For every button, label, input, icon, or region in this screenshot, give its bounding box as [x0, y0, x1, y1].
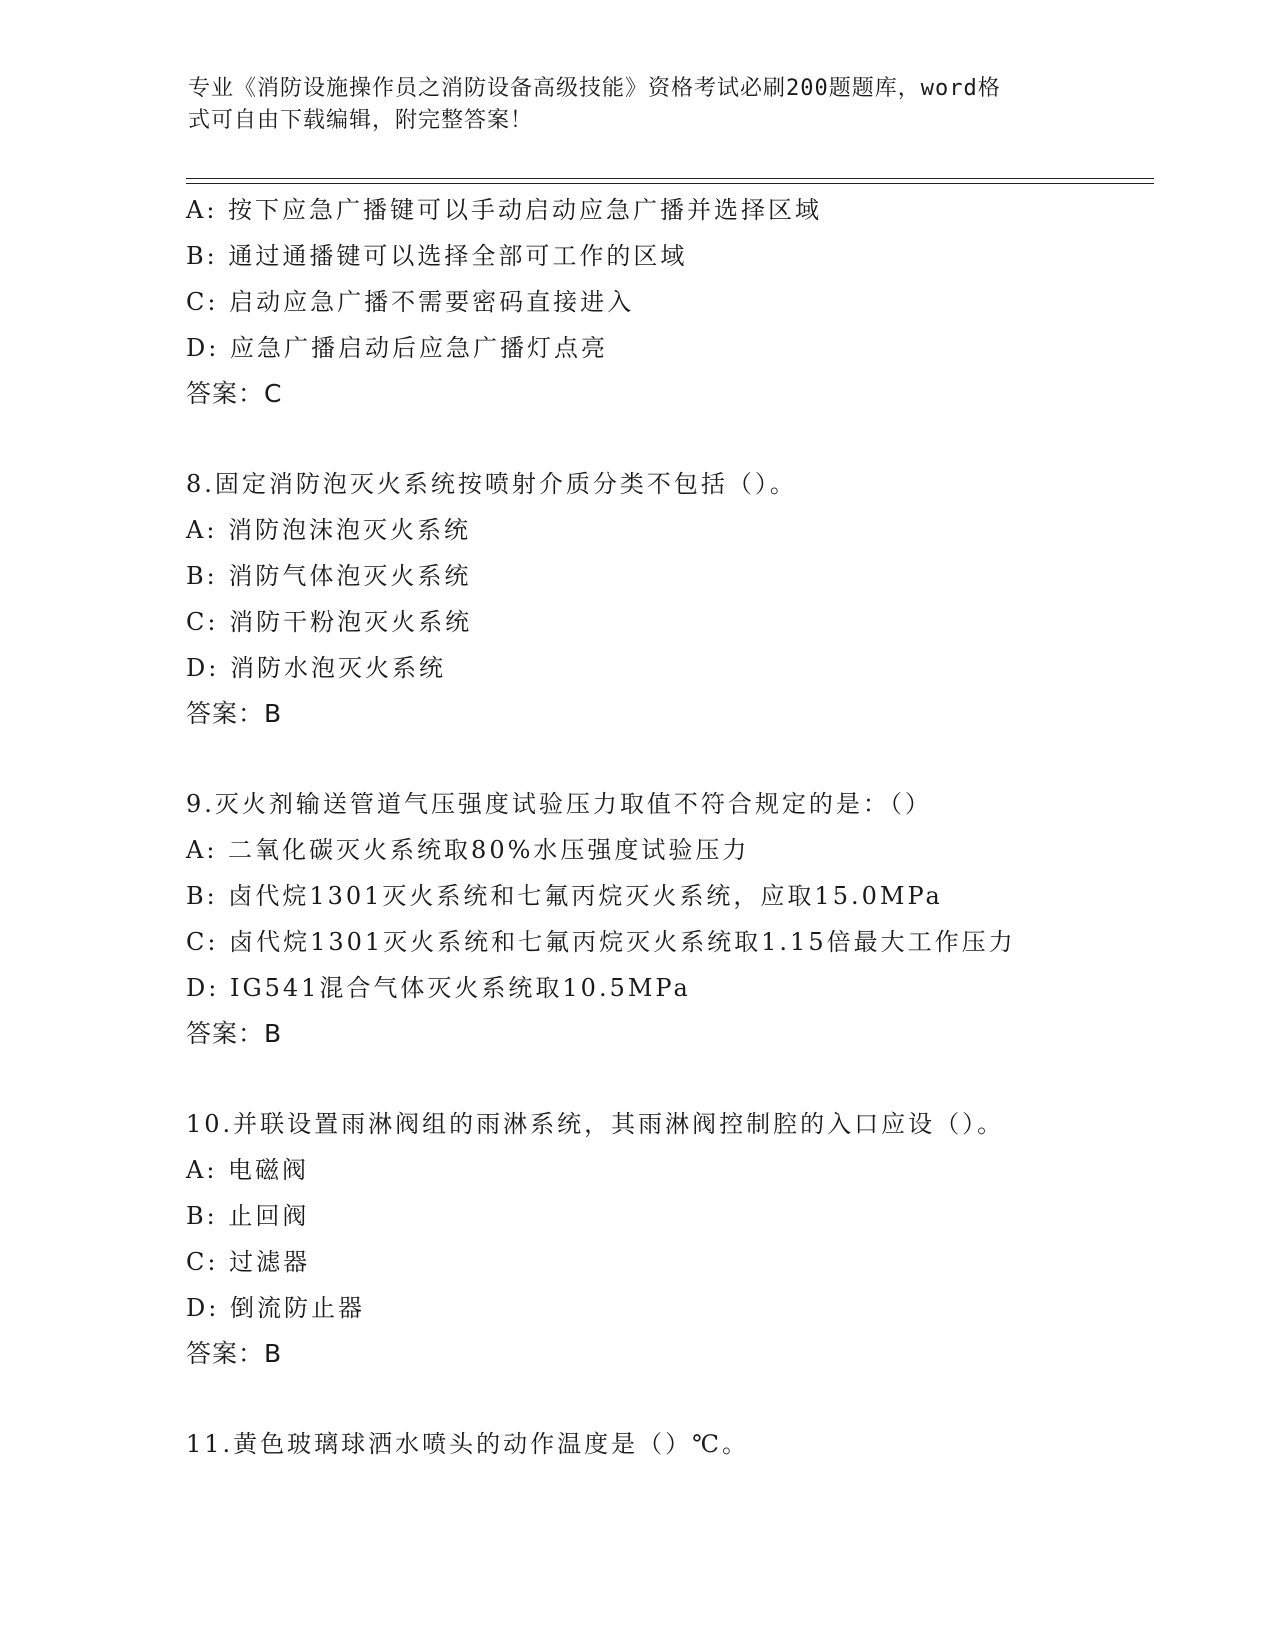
question-list: [186, 187, 1166, 1467]
option-d: D: 倒流防止器: [186, 1294, 365, 1322]
question-block-9: [186, 781, 1166, 1057]
answer-line: 答案：C: [186, 379, 283, 408]
header-divider-top: [186, 178, 1154, 179]
option-a: A: 按下应急广播键可以手动启动应急广播并选择区域: [186, 196, 823, 224]
option-a: A: 消防泡沫泡灭火系统: [186, 516, 472, 544]
question-text: 8.固定消防泡灭火系统按喷射介质分类不包括（）。: [186, 470, 797, 498]
question-block-10: [186, 1101, 1166, 1377]
header-line-1: 专业《消防设施操作员之消防设备高级技能》资格考试必刷200题题库，word格: [188, 76, 1001, 101]
option-b: B: 卤代烷1301灭火系统和七氟丙烷灭火系统，应取15.0MPa: [186, 882, 943, 910]
question-text: 11.黄色玻璃球洒水喷头的动作温度是（）℃。: [186, 1430, 750, 1458]
option-d: D: IG541混合气体灭火系统取10.5MPa: [186, 974, 691, 1002]
document-header: [188, 73, 1088, 137]
option-c: C: 过滤器: [186, 1248, 311, 1276]
answer-line: 答案：B: [186, 699, 283, 728]
option-b: B: 消防气体泡灭火系统: [186, 562, 472, 590]
option-a: A: 电磁阀: [186, 1156, 310, 1184]
option-c: C: 启动应急广播不需要密码直接进入: [186, 288, 635, 316]
question-block-11: [186, 1421, 1166, 1467]
header-line-2: 式可自由下载编辑，附完整答案！: [188, 108, 534, 133]
option-d: D: 应急广播启动后应急广播灯点亮: [186, 334, 608, 362]
option-c: C: 卤代烷1301灭火系统和七氟丙烷灭火系统取1.15倍最大工作压力: [186, 928, 1016, 956]
question-text: 9.灭火剂输送管道气压强度试验压力取值不符合规定的是：（）: [186, 790, 932, 818]
answer-line: 答案：B: [186, 1339, 283, 1368]
question-text: 10.并联设置雨淋阀组的雨淋系统，其雨淋阀控制腔的入口应设（）。: [186, 1110, 1005, 1138]
question-block-8: [186, 461, 1166, 737]
header-divider-bottom: [186, 183, 1154, 184]
option-c: C: 消防干粉泡灭火系统: [186, 608, 473, 636]
answer-line: 答案：B: [186, 1019, 283, 1048]
option-b: B: 止回阀: [186, 1202, 310, 1230]
option-b: B: 通过通播键可以选择全部可工作的区域: [186, 242, 688, 270]
option-a: A: 二氧化碳灭火系统取80%水压强度试验压力: [186, 836, 750, 864]
question-block-7: [186, 187, 1166, 417]
option-d: D: 消防水泡灭火系统: [186, 654, 446, 682]
